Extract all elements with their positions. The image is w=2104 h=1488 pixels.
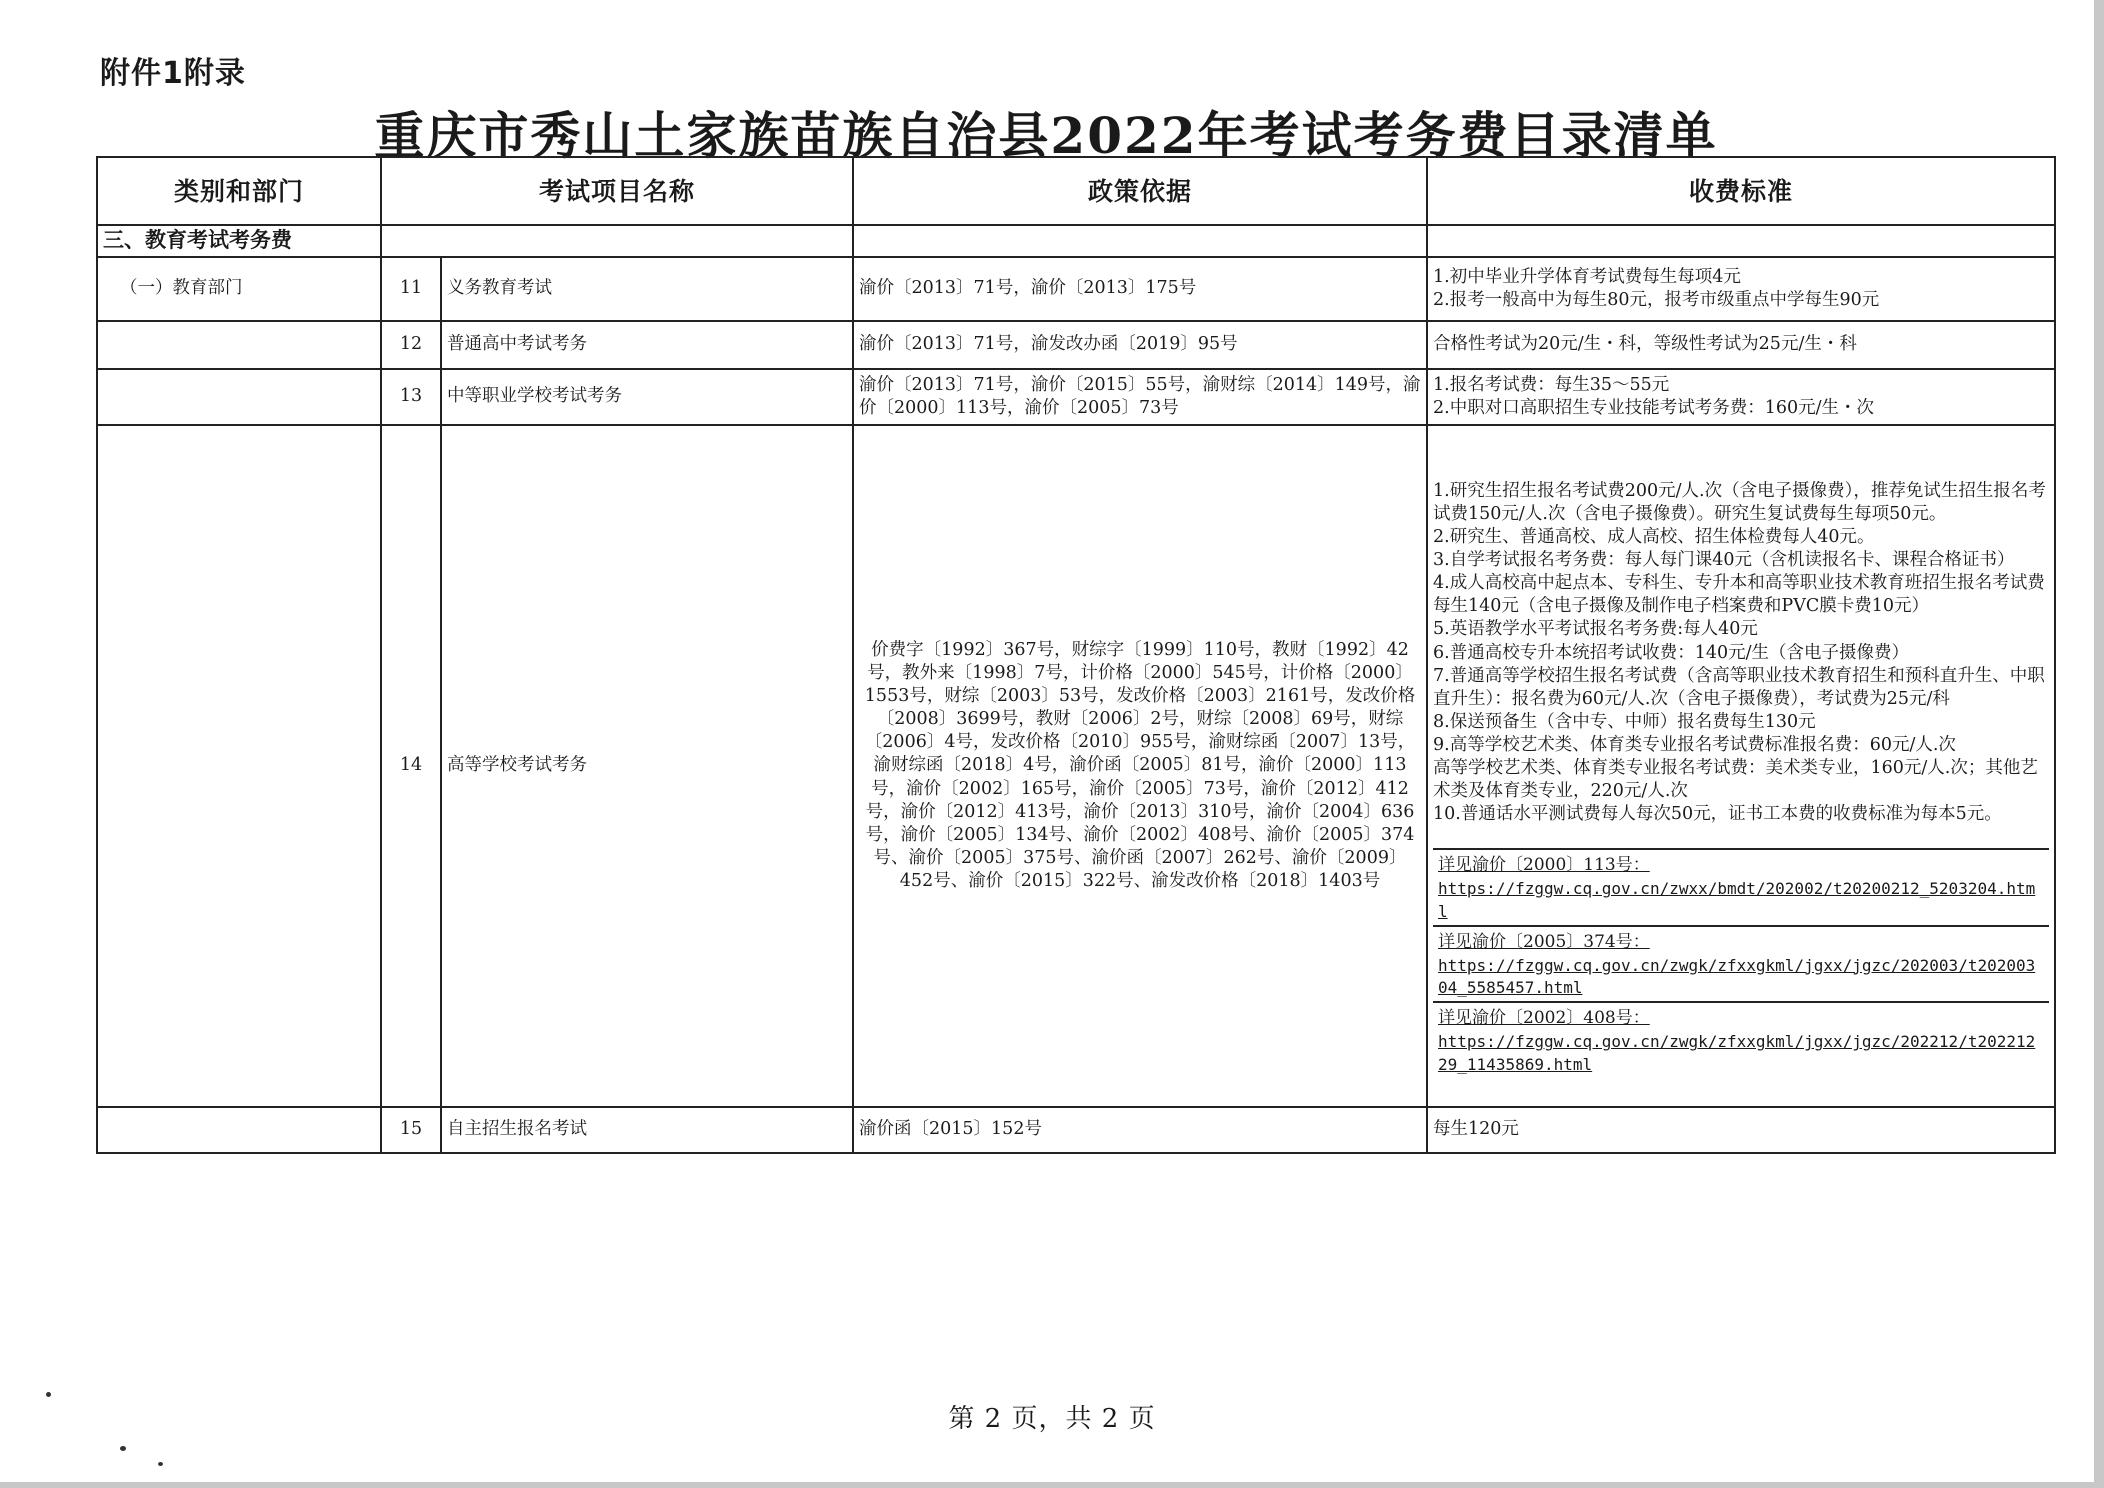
row-number: 13 [381,369,441,425]
table-row [97,321,2055,369]
policy-basis: 渝价函〔2015〕152号 [853,1107,1427,1153]
table-header-row [97,157,2055,225]
standard-line: 2.研究生、普通高校、成人高校、招生体检费每人40元。 [1433,527,1875,548]
scan-speck [120,1446,126,1451]
scan-edge-bottom [0,1482,2104,1488]
reference-link[interactable]: https://fzggw.cq.gov.cn/zwgk/zfxxgkml/jgxx/jgzc/202212/t20221229_11435869.html [1438,1032,2036,1074]
scan-speck [158,1462,163,1466]
page-title: 重庆市秀山土家族苗族自治县2022年考试考务费目录清单 [374,106,1718,165]
reference-link[interactable]: https://fzggw.cq.gov.cn/zwxx/bmdt/202002/t20200212_5203204.html [1438,879,2036,921]
row-number: 11 [381,257,441,321]
standard-line: 每生120元 [1433,1119,1519,1140]
reference-link-block [1433,848,2049,925]
row-number: 15 [381,1107,441,1153]
standard-line: 7.普通高等学校招生报名考试费（含高等职业技术教育招生和预科直升生、中职直升生）：报名费为60元/人.次（含电子摄像费），考试费为25元/科 [1433,665,2045,709]
section-title: 三、教育考试考务费 [97,225,381,257]
policy-basis: 渝价〔2013〕71号，渝价〔2015〕55号，渝财综〔2014〕149号，渝价〔2000〕113号，渝价〔2005〕73号 [853,369,1427,425]
exam-name: 义务教育考试 [441,257,853,321]
scan-speck [46,1392,51,1397]
standard-line: 5.英语教学水平考试报名考务费:每人40元 [1433,619,1758,640]
fee-standard [1427,257,2055,321]
standard-line: 2.报考一般高中为每生80元，报考市级重点中学每生90元 [1433,290,1880,310]
reference-link-label: 详见渝价〔2005〕374号： [1438,931,1650,952]
standard-line: 2.中职对口高职招生专业技能考试考务费：160元/生・次 [1433,398,1875,418]
standard-line: 8.保送预备生（含中专、中师）报名费每生130元 [1433,711,1816,732]
table-row [97,257,2055,321]
header-category: 类别和部门 [97,157,381,225]
table-row [97,1107,2055,1153]
exam-name: 中等职业学校考试考务 [441,369,853,425]
reference-link-block [1433,925,2049,1002]
reference-link-label: 详见渝价〔2002〕408号： [1438,1008,1650,1029]
exam-name: 自主招生报名考试 [441,1107,853,1153]
policy-basis: 渝价〔2013〕71号，渝发改办函〔2019〕95号 [853,321,1427,369]
policy-basis: 价费字〔1992〕367号，财综字〔1999〕110号，教财〔1992〕42号，教外来〔1998〕7号，计价格〔2000〕545号，计价格〔2000〕1553号，财综〔2003〕53号，发改价格〔2003〕2161号，发改价格〔2008〕3699号，教财〔2006〕2号，财综〔2008〕69号，财综〔2006〕4号，发改价格〔2010〕955号，渝财综函〔2007〕13号，渝财综函〔2018〕4号，渝价函〔2005〕81号，渝价〔2000〕113号，渝价〔2002〕165号，渝价〔2005〕73号，渝价〔2012〕412号，渝价〔2012〕413号，渝价〔2013〕310号，渝价〔2004〕636号，渝价〔2005〕134号、渝价〔2002〕408号、渝价〔2005〕374号、渝价〔2005〕375号、渝价函〔2007〕262号、渝价〔2009〕452号、渝价〔2015〕322号、渝发改价格〔2018〕1403号 [853,425,1427,1107]
standard-line: 1.研究生招生报名考试费200元/人.次（含电子摄像费），推荐免试生招生报名考试费150元/人.次（含电子摄像费）。研究生复试费每生每项50元。 [1433,480,2046,525]
row-number: 14 [381,425,441,1107]
policy-basis: 渝价〔2013〕71号，渝价〔2013〕175号 [853,257,1427,321]
header-exam-name: 考试项目名称 [381,157,853,225]
fee-standard [1427,425,2055,1107]
exam-name: 高等学校考试考务 [441,425,853,1107]
exam-name: 普通高中考试考务 [441,321,853,369]
fee-standard [1427,321,2055,369]
section-row [97,225,2055,257]
standard-line: 4.成人高校高中起点本、专科生、专升本和高等职业技术教育班招生报名考试费每生140元（含电子摄像及制作电子档案费和PVC膜卡费10元） [1433,573,2045,617]
attachment-label: 附件1附录 [100,56,246,91]
page-number: 第 2 页，共 2 页 [948,1404,1156,1434]
row-number: 12 [381,321,441,369]
standard-line: 合格性考试为20元/生・科，等级性考试为25元/生・科 [1433,334,1857,355]
department-label: （一）教育部门 [97,257,381,321]
reference-link-block [1433,1001,2049,1078]
table-row [97,369,2055,425]
standard-line: 1.初中毕业升学体育考试费每生每项4元 [1433,266,1741,287]
reference-link-label: 详见渝价〔2000〕113号： [1438,855,1650,876]
standard-line: 10.普通话水平测试费每人每次50元，证书工本费的收费标准为每本5元。 [1433,804,2002,825]
fee-table [96,156,2056,1154]
scan-edge-right [2094,0,2104,1488]
header-standard: 收费标准 [1427,157,2055,225]
fee-standard [1427,369,2055,425]
standard-line: 1.报名考试费：每生35～55元 [1433,374,1670,395]
reference-link[interactable]: https://fzggw.cq.gov.cn/zwgk/zfxxgkml/jgxx/jgzc/202003/t20200304_5585457.html [1438,955,2036,998]
standard-line: 6.普通高校专升本统招考试收费：140元/生（含电子摄像费） [1433,642,1910,663]
fee-standard [1427,1107,2055,1153]
standard-line: 3.自学考试报名考务费：每人每门课40元（含机读报名卡、课程合格证书） [1433,550,2015,571]
standard-line: 高等学校艺术类、体育类专业报名考试费：美术类专业，160元/人.次；其他艺术类及体育类专业，220元/人.次 [1433,758,2038,802]
standard-line: 9.高等学校艺术类、体育类专业报名考试费标准报名费：60元/人.次 [1433,734,1956,755]
table-row [97,425,2055,1107]
header-policy: 政策依据 [853,157,1427,225]
